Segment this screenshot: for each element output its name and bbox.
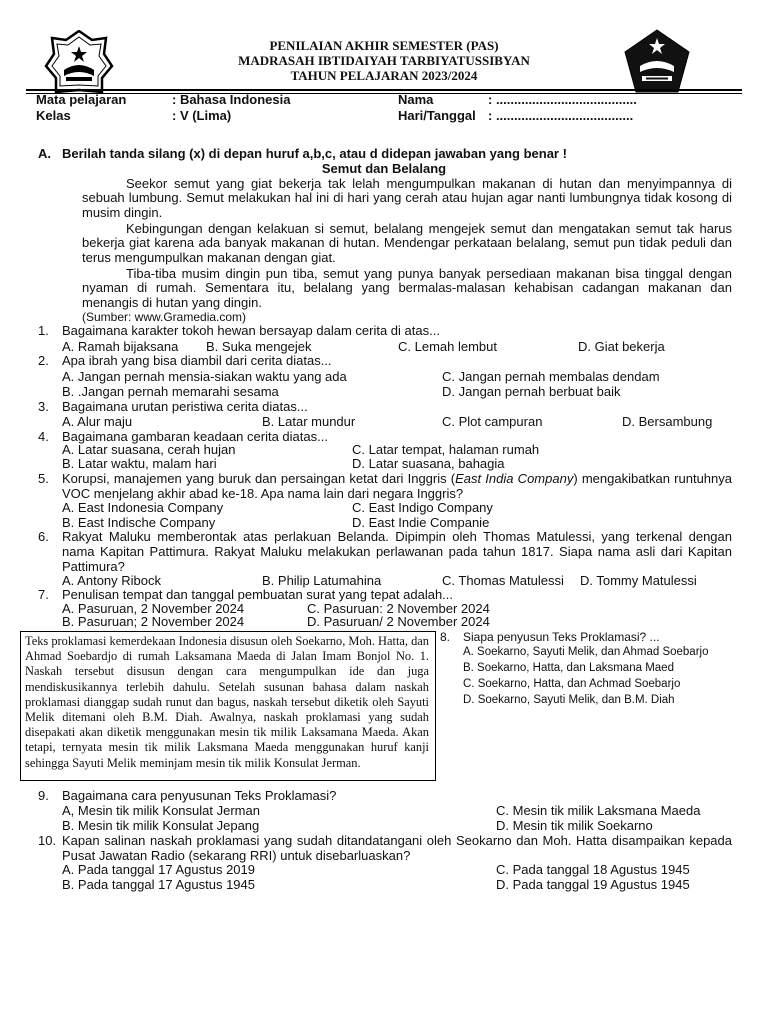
question-2-text: Apa ibrah yang bisa diambil dari cerita diatas...: [62, 353, 332, 368]
question-7-text: Penulisan tempat dan tanggal pembuatan surat yang tepat adalah...: [62, 587, 454, 602]
name-field[interactable]: : .......................................: [488, 92, 637, 107]
question-5-number: 5.: [38, 471, 49, 486]
question-7-option-d[interactable]: D. Pasuruan/ 2 November 2024: [307, 614, 490, 629]
question-2-option-c[interactable]: C. Jangan pernah membalas dendam: [442, 369, 660, 384]
question-9-option-c[interactable]: C. Mesin tik milik Laksmana Maeda: [496, 803, 701, 818]
question-9-text: Bagaimana cara penyusunan Teks Proklamasi?: [62, 788, 337, 803]
question-4-option-b[interactable]: B. Latar waktu, malam hari: [62, 456, 217, 471]
question-8-option-c[interactable]: C. Soekarno, Hatta, dan Achmad Soebarjo: [463, 678, 681, 690]
question-9-option-a[interactable]: A, Mesin tik milik Konsulat Jerman: [62, 803, 260, 818]
question-5-option-d[interactable]: D. East Indie Companie: [352, 515, 490, 530]
story-paragraph-3: Tiba-tiba musim dingin pun tiba, semut yang punya banyak persediaan makanan bisa tinggal dengan nyaman di rumah. Sementara itu, belalang yang bermalas-malasan kehabisan cadangan makanan dan menangis di hutan yang dingin.: [82, 266, 732, 310]
header-divider: [26, 89, 742, 91]
question-7-option-b[interactable]: B. Pasuruan; 2 November 2024: [62, 614, 245, 629]
reading-passage-text: Teks proklamasi kemerdekaan Indonesia disusun oleh Soekarno, Moh. Hatta, dan Ahmad Soebardjo di rumah Laksamana Maeda di Jalan Imam Bonjol No. 1. Naskah tersebut disusun dengan cara mengumpulkan ide dan juga mendiskusikannya terlebih dahulu. Setelah susunan bahasa dalam naskah proklamasi dianggap sudah runut dan bagus, naskah tersebut diketik oleh Sayuti Melik ditemani oleh B.M. Diah. Awalnya, naskah proklamasi yang sudah disepakati akan diketik menggunakan mesin tik milik Laksamana Maeda. Akan tetapi, ternyata mesin tik milik Laksmana Maeda menggunakan huruf kanji sehingga Sayuti Melik meminjam mesin tik milik Konsulat Jerman.: [25, 634, 429, 770]
question-10-number: 10.: [38, 833, 57, 848]
question-8-text: Siapa penyusun Teks Proklamasi? ...: [463, 630, 660, 644]
question-5-option-b[interactable]: B. East Indische Company: [62, 515, 216, 530]
header-title-2: MADRASAH IBTIDAIYAH TARBIYATUSSIBYAN: [238, 53, 530, 68]
question-3-option-b[interactable]: B. Latar mundur: [262, 414, 356, 429]
question-6-option-c[interactable]: C. Thomas Matulessi: [442, 573, 564, 588]
question-1-option-a[interactable]: A. Ramah bijaksana: [62, 339, 179, 354]
subject-label: Mata pelajaran: [36, 92, 127, 107]
class-label: Kelas: [36, 108, 71, 123]
date-label: Hari/Tanggal: [398, 108, 476, 123]
question-5-text: [62, 471, 732, 501]
question-3-option-a[interactable]: A. Alur maju: [62, 414, 133, 429]
question-5-option-c[interactable]: C. East Indigo Company: [352, 500, 493, 515]
question-1-option-d[interactable]: D. Giat bekerja: [578, 339, 665, 354]
story-source: (Sumber: www.Gramedia.com): [82, 310, 247, 324]
question-6-option-b[interactable]: B. Philip Latumahina: [262, 573, 382, 588]
question-9-number: 9.: [38, 788, 49, 803]
header-title-3: TAHUN PELAJARAN 2023/2024: [290, 68, 478, 83]
question-8-option-a[interactable]: A. Soekarno, Sayuti Melik, dan Ahmad Soebarjo: [463, 646, 709, 658]
question-9-option-d[interactable]: D. Mesin tik milik Soekarno: [496, 818, 653, 833]
header-title-1: PENILAIAN AKHIR SEMESTER (PAS): [269, 38, 499, 53]
question-5-company-name: East India Company: [455, 471, 574, 486]
question-7-option-c[interactable]: C. Pasuruan: 2 November 2024: [307, 601, 490, 616]
question-10-option-c[interactable]: C. Pada tanggal 18 Agustus 1945: [496, 862, 690, 877]
question-10-option-d[interactable]: D. Pada tanggal 19 Agustus 1945: [496, 877, 690, 892]
reading-passage-box: [20, 631, 436, 781]
question-6-number: 6.: [38, 529, 49, 544]
question-2-option-d[interactable]: D. Jangan pernah berbuat baik: [442, 384, 621, 399]
question-1-text: Bagaimana karakter tokoh hewan bersayap dalam cerita di atas...: [62, 323, 440, 338]
question-8-option-d[interactable]: D. Soekarno, Sayuti Melik, dan B.M. Diah: [463, 694, 675, 706]
question-1-number: 1.: [38, 323, 49, 338]
question-1-option-b[interactable]: B. Suka mengejek: [206, 339, 312, 354]
section-a-instruction: Berilah tanda silang (x) di depan huruf a,b,c, atau d didepan jawaban yang benar !: [62, 146, 567, 161]
name-label: Nama: [398, 92, 434, 107]
question-3-text: Bagaimana urutan peristiwa cerita diatas...: [62, 399, 308, 414]
subject-value: : Bahasa Indonesia: [172, 92, 291, 107]
question-2-number: 2.: [38, 353, 49, 368]
question-2-option-a[interactable]: A. Jangan pernah mensia-siakan waktu yang ada: [62, 369, 347, 384]
question-8-option-b[interactable]: B. Soekarno, Hatta, dan Laksmana Maed: [463, 662, 674, 674]
question-2-option-b[interactable]: B. .Jangan pernah memarahi sesama: [62, 384, 279, 399]
story-paragraph-1: Seekor semut yang giat bekerja tak lelah mengumpulkan makanan di hutan dan menyimpannya di sebuah lumbung. Semut melakukan hal ini di hari yang cerah atau hujan agar nanti lumbungnya tidak kosong di musim dingin.: [82, 176, 732, 220]
question-9-option-b[interactable]: B. Mesin tik milik Konsulat Jepang: [62, 818, 260, 833]
question-6-option-d[interactable]: D. Tommy Matulessi: [580, 573, 697, 588]
question-1-option-c[interactable]: C. Lemah lembut: [398, 339, 497, 354]
question-6-option-a[interactable]: A. Antony Ribock: [62, 573, 161, 588]
question-10-text: Kapan salinan naskah proklamasi yang sudah ditandatangani oleh Seokarno dan Moh. Hatta disampaikan kepada Pusat Jawatan Radio (sekarang RRI) untuk disebarluaskan?: [62, 833, 732, 863]
class-value: : V (Lima): [172, 108, 232, 123]
question-4-text: Bagaimana gambaran keadaan cerita diatas...: [62, 429, 328, 444]
story-title: Semut dan Belalang: [321, 161, 447, 176]
question-4-option-a[interactable]: A. Latar suasana, cerah hujan: [62, 442, 236, 457]
question-5-text-end: ) mengakibatkan runtuhnya VOC menjelang akhir abad ke-18. Apa nama lain dari negara Inggris?: [62, 471, 732, 501]
question-10-option-a[interactable]: A. Pada tanggal 17 Agustus 2019: [62, 862, 255, 877]
question-4-option-c[interactable]: C. Latar tempat, halaman rumah: [352, 442, 540, 457]
question-4-number: 4.: [38, 429, 49, 444]
section-a-letter: A.: [38, 146, 51, 161]
question-7-option-a[interactable]: A. Pasuruan, 2 November 2024: [62, 601, 245, 616]
question-10-option-b[interactable]: B. Pada tanggal 17 Agustus 1945: [62, 877, 255, 892]
question-6-text: Rakyat Maluku memberontak atas perlakuan Belanda. Dipimpin oleh Thomas Matulessi, yang terkenal dengan nama Kapitan Pattimura. Rakyat Maluku melakukan perlawanan pada tahun 1817. Siapa nama asli dari Kapitan Pattimura?: [62, 529, 732, 574]
question-7-number: 7.: [38, 587, 49, 602]
date-field[interactable]: : ......................................: [488, 108, 634, 123]
story-paragraph-2: Kebingungan dengan kelakuan si semut, belalang mengejek semut dan mengatakan semut tak harus bekerja giat karena ada banyak makanan di hutan. Mendengar perkataan belalang, semut pun tidak peduli dan terus mengumpulkan makanan dengan giat.: [82, 221, 732, 265]
question-8-number: 8.: [440, 630, 451, 644]
question-5-text-start: Korupsi, manajemen yang buruk dan persaingan ketat dari Inggris (: [62, 471, 456, 486]
question-4-option-d[interactable]: D. Latar suasana, bahagia: [352, 456, 505, 471]
question-3-number: 3.: [38, 399, 49, 414]
question-3-option-d[interactable]: D. Bersambung: [622, 414, 713, 429]
question-5-option-a[interactable]: A. East Indonesia Company: [62, 500, 224, 515]
question-3-option-c[interactable]: C. Plot campuran: [442, 414, 543, 429]
